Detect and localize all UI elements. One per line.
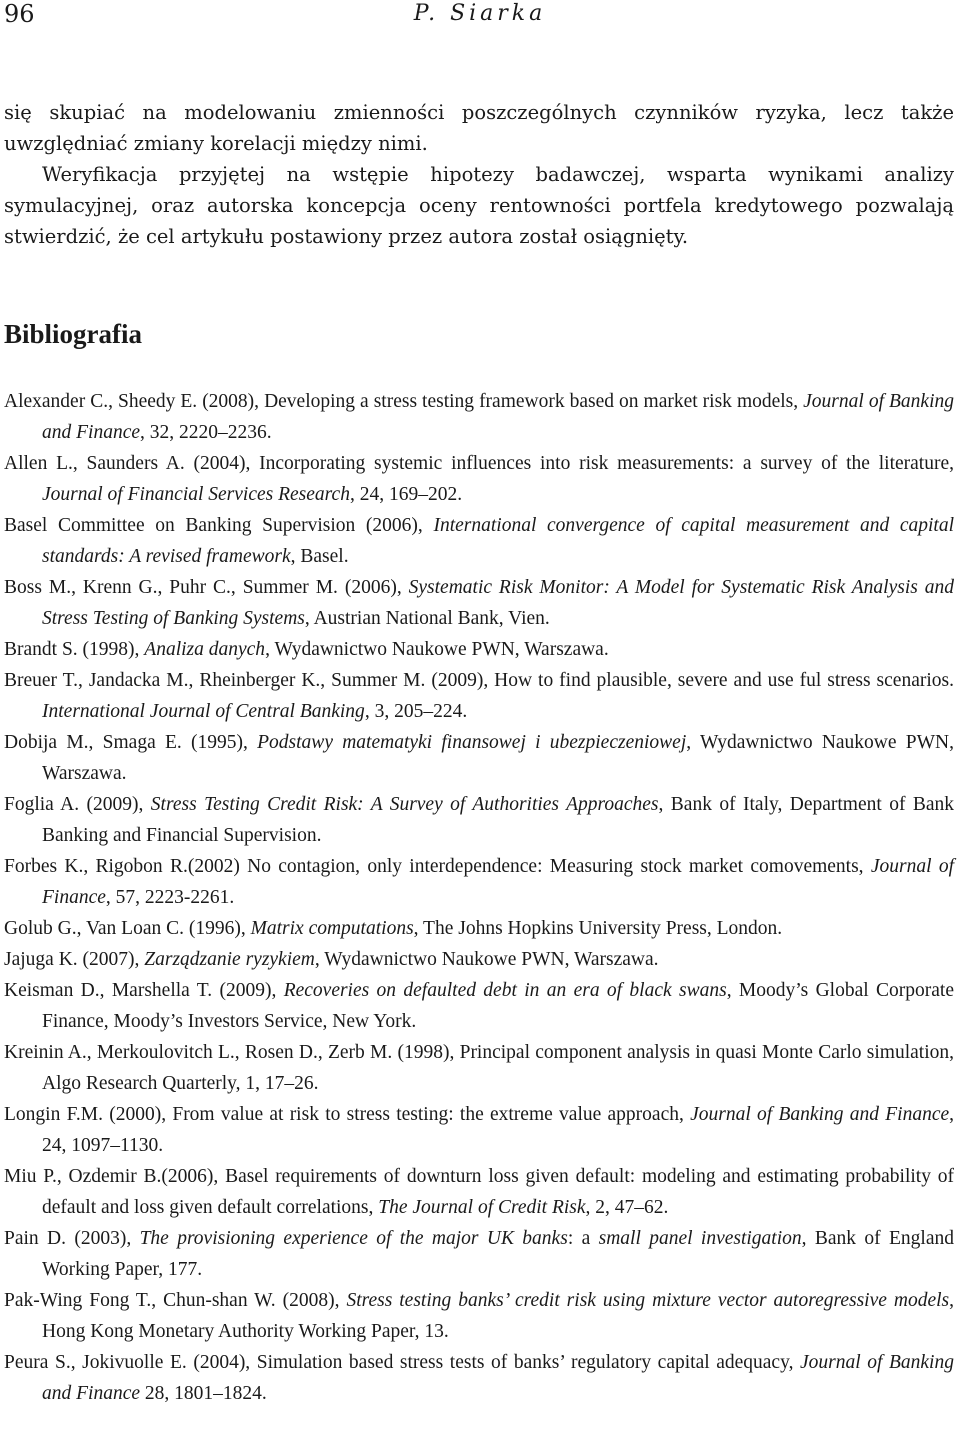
bibliography-entry	[4, 572, 954, 634]
page-number: 96	[4, 0, 35, 28]
reference-text: , Moody’s Global Corporate Finance, Moody’s Investors Service, New York.	[42, 980, 954, 1032]
reference-title: Systematic Risk Monitor: A Model for Systematic Risk Analysis and Stress Testing of Banking Systems	[42, 577, 954, 629]
reference-text: , Basel.	[290, 546, 349, 567]
reference-text: Foglia A. (2009),	[4, 794, 151, 815]
reference-title: Journal of Banking and Finance	[42, 391, 954, 443]
reference-text: , 24, 169–202.	[349, 484, 463, 505]
reference-text: Allen L., Saunders A. (2004), Incorporating systemic influences into risk measurements: a survey of the literature,	[4, 453, 954, 474]
reference-title: International Journal of Central Banking	[42, 701, 365, 722]
reference-text: , Wydawnictwo Naukowe PWN, Warszawa.	[42, 732, 954, 784]
reference-text: Alexander C., Sheedy E. (2008), Developing a stress testing framework based on market risk models,	[4, 391, 804, 412]
reference-text: Pain D. (2003),	[4, 1228, 140, 1249]
reference-text: , Wydawnictwo Naukowe PWN, Warszawa.	[314, 949, 659, 970]
bibliography-entry	[4, 1223, 954, 1285]
reference-title: Stress testing banks’ credit risk using mixture vector autoregressive models	[346, 1290, 950, 1311]
reference-text: 28, 1801–1824.	[140, 1383, 267, 1404]
reference-title: Zarządzanie ryzykiem	[144, 949, 315, 970]
reference-text: , 32, 2220–2236.	[140, 422, 272, 443]
paragraph: Weryfikacja przyjętej na wstępie hipotezy badawczej, wsparta wynikami analizy symulacyjnej, oraz autorska koncepcja oceny rentowności portfela kredytowego pozwalają stwierdzić, że cel artykułu postawiony przez autora został osiągnięty.	[4, 163, 954, 248]
reference-title: Journal of Banking and Finance	[42, 1352, 954, 1404]
reference-title: small panel investigation	[598, 1228, 802, 1249]
bibliography-list	[4, 386, 954, 1409]
reference-text: Boss M., Krenn G., Puhr C., Summer M. (2006),	[4, 577, 409, 598]
reference-text: Brandt S. (1998),	[4, 639, 145, 660]
bibliography-entry	[4, 1161, 954, 1223]
reference-text: , 2, 47–62.	[585, 1197, 669, 1218]
bibliography-entry	[4, 975, 954, 1037]
reference-text: , 24, 1097–1130.	[42, 1104, 954, 1156]
section-title: Bibliografia	[4, 319, 143, 349]
reference-text: Kreinin A., Merkoulovitch L., Rosen D., Zerb M. (1998), Principal component analysis in quasi Monte Carlo simulation, Algo Research Quarterly, 1, 17–26.	[4, 1042, 954, 1094]
reference-text: , Austrian National Bank, Vien.	[304, 608, 550, 629]
bibliography-entry	[4, 1037, 954, 1099]
reference-text: , 57, 2223-2261.	[105, 887, 235, 908]
bibliography-entry	[4, 386, 954, 448]
reference-text: Peura S., Jokivuolle E. (2004), Simulation based stress tests of banks’ regulatory capital adequacy,	[4, 1352, 801, 1373]
reference-title: The provisioning experience of the major UK banks	[139, 1228, 568, 1249]
reference-title: Journal of Finance	[42, 856, 954, 908]
reference-text: Dobija M., Smaga E. (1995),	[4, 732, 258, 753]
reference-title: Analiza danych	[144, 639, 266, 660]
reference-text: , Bank of England Working Paper, 177.	[42, 1228, 954, 1280]
reference-text: , Hong Kong Monetary Authority Working Paper, 13.	[42, 1290, 954, 1342]
bibliography-entry	[4, 727, 954, 789]
reference-title: Stress Testing Credit Risk: A Survey of Authorities Approaches	[150, 794, 659, 815]
reference-title: Podstawy matematyki finansowej i ubezpieczeniowej	[257, 732, 687, 753]
reference-text: Basel Committee on Banking Supervision (2006),	[4, 515, 434, 536]
reference-text: Forbes K., Rigobon R.(2002) No contagion, only interdependence: Measuring stock market comovements,	[4, 856, 871, 877]
reference-title: Journal of Financial Services Research	[42, 484, 350, 505]
bibliography-entry	[4, 510, 954, 572]
bibliography-entry	[4, 851, 954, 913]
bibliography-entry	[4, 789, 954, 851]
reference-text: : a	[567, 1228, 599, 1249]
bibliography-entry	[4, 944, 954, 975]
reference-text: Longin F.M. (2000), From value at risk to stress testing: the extreme value approach,	[4, 1104, 691, 1125]
bibliography-entry	[4, 665, 954, 727]
reference-text: Golub G., Van Loan C. (1996),	[4, 918, 251, 939]
bibliography-entry	[4, 1347, 954, 1409]
reference-text: Breuer T., Jandacka M., Rheinberger K., Summer M. (2009), How to find plausible, severe and use ful stress scenarios.	[4, 670, 954, 691]
paragraph: się skupiać na modelowaniu zmienności poszczególnych czynników ryzyka, lecz także uwzględniać zmiany korelacji między nimi.	[4, 101, 954, 155]
page-header	[0, 0, 960, 28]
reference-text: Pak-Wing Fong T., Chun-shan W. (2008),	[4, 1290, 347, 1311]
reference-text: , The Johns Hopkins University Press, London.	[413, 918, 783, 939]
reference-title: The Journal of Credit Risk	[378, 1197, 586, 1218]
reference-title: Matrix computations	[250, 918, 414, 939]
reference-title: Journal of Banking and Finance	[690, 1104, 950, 1125]
reference-text: Jajuga K. (2007),	[4, 949, 145, 970]
reference-text: , 3, 205–224.	[364, 701, 468, 722]
bibliography-entry	[4, 913, 954, 944]
bibliography-entry	[4, 448, 954, 510]
reference-text: , Wydawnictwo Naukowe PWN, Warszawa.	[265, 639, 609, 660]
bibliography-entry	[4, 1099, 954, 1161]
reference-title: Recoveries on defaulted debt in an era of black swans	[283, 980, 727, 1001]
reference-title: International convergence of capital measurement and capital standards: A revised framework	[42, 515, 954, 567]
body-text	[4, 97, 954, 252]
bibliography-entry	[4, 1285, 954, 1347]
reference-text: , Bank of Italy, Department of Bank Banking and Financial Supervision.	[42, 794, 954, 846]
reference-text: Miu P., Ozdemir B.(2006), Basel requirements of downturn loss given default: modeling and estimating probability of default and loss given default correlations,	[4, 1166, 954, 1218]
running-head: P. Siarka	[413, 1, 547, 26]
reference-text: Keisman D., Marshella T. (2009),	[4, 980, 284, 1001]
bibliography-entry	[4, 634, 954, 665]
